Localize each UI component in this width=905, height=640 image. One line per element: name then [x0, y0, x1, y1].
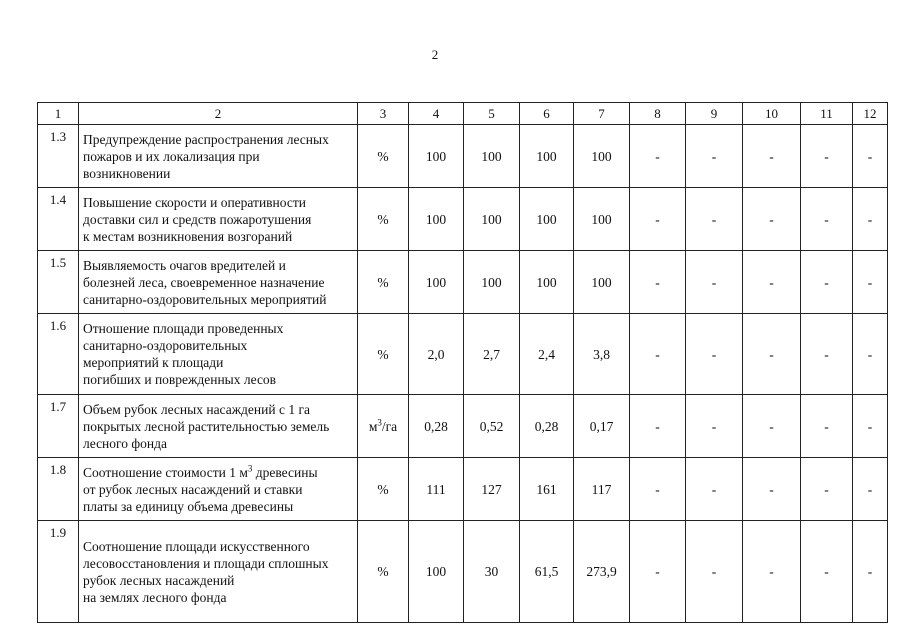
value-cell: -	[853, 188, 888, 251]
value-cell: 0,52	[464, 395, 520, 458]
value-cell: -	[801, 188, 853, 251]
row-number: 1.4	[38, 188, 79, 251]
value-cell: -	[630, 395, 686, 458]
value-cell: -	[853, 395, 888, 458]
value-cell: -	[686, 188, 743, 251]
value-cell: -	[686, 395, 743, 458]
row-number: 1.9	[38, 521, 79, 623]
value-cell: -	[630, 251, 686, 314]
value-cell: -	[686, 314, 743, 395]
row-number: 1.8	[38, 458, 79, 521]
header-cell: 4	[409, 103, 464, 125]
table-row	[38, 314, 888, 395]
value-cell: -	[630, 188, 686, 251]
value-cell: 127	[464, 458, 520, 521]
value-cell: 100	[520, 188, 574, 251]
value-cell: -	[853, 251, 888, 314]
value-cell: -	[630, 314, 686, 395]
value-cell: 273,9	[574, 521, 630, 623]
row-unit: %	[358, 521, 409, 623]
header-cell: 10	[743, 103, 801, 125]
table-row	[38, 251, 888, 314]
value-cell: 100	[409, 125, 464, 188]
row-description	[79, 188, 358, 251]
row-number: 1.3	[38, 125, 79, 188]
row-description-text: Объем рубок лесных насаждений с 1 га покрытых лесной растительностью земель лесного фонда	[83, 401, 330, 451]
header-cell: 6	[520, 103, 574, 125]
row-unit: %	[358, 188, 409, 251]
row-unit: %	[358, 458, 409, 521]
header-cell: 12	[853, 103, 888, 125]
value-cell: -	[743, 125, 801, 188]
value-cell: -	[853, 458, 888, 521]
value-cell: 117	[574, 458, 630, 521]
description-part-a: Соотношение стоимости 1 м	[83, 464, 248, 480]
value-cell: -	[853, 125, 888, 188]
value-cell: -	[801, 251, 853, 314]
row-description	[79, 458, 358, 521]
row-description-text: Повышение скорости и оперативности доставки сил и средств пожаротушения к местам возникновения возгораний	[83, 194, 312, 244]
value-cell: -	[686, 521, 743, 623]
value-cell: 100	[574, 188, 630, 251]
value-cell: 161	[520, 458, 574, 521]
value-cell: -	[853, 314, 888, 395]
value-cell: 100	[574, 125, 630, 188]
value-cell: -	[743, 188, 801, 251]
table-row	[38, 125, 888, 188]
table-row	[38, 395, 888, 458]
row-number: 1.5	[38, 251, 79, 314]
value-cell: 61,5	[520, 521, 574, 623]
row-description-text: Отношение площади проведенных санитарно-оздоровительных мероприятий к площади погибших и поврежденных лесов	[83, 321, 284, 387]
value-cell: -	[743, 395, 801, 458]
description-exponent: 3	[247, 463, 253, 473]
header-cell: 1	[38, 103, 79, 125]
description-part-b: древесины от рубок лесных насаждений и ставки платы за единицу объема древесины	[83, 464, 318, 514]
value-cell: 100	[464, 188, 520, 251]
value-cell: 100	[574, 251, 630, 314]
value-cell: -	[630, 521, 686, 623]
row-description	[79, 395, 358, 458]
header-cell: 8	[630, 103, 686, 125]
page-number: 2	[431, 47, 439, 62]
indicators-table	[37, 102, 888, 623]
unit-tail: /га	[381, 418, 398, 434]
row-description	[79, 521, 358, 623]
value-cell: -	[630, 458, 686, 521]
table-header-row	[38, 103, 888, 125]
value-cell: 2,4	[520, 314, 574, 395]
table-row	[38, 188, 888, 251]
header-cell: 9	[686, 103, 743, 125]
value-cell: -	[743, 314, 801, 395]
row-description-text: Предупреждение распространения лесных пожаров и их локализация при возникновении	[83, 131, 329, 181]
value-cell: -	[853, 521, 888, 623]
row-description	[79, 251, 358, 314]
row-description-text	[83, 464, 353, 515]
value-cell: -	[686, 458, 743, 521]
value-cell: -	[743, 458, 801, 521]
value-cell: 111	[409, 458, 464, 521]
unit-base: м	[368, 418, 378, 434]
row-unit: %	[358, 251, 409, 314]
value-cell: 30	[464, 521, 520, 623]
value-cell: -	[801, 521, 853, 623]
value-cell: 100	[520, 251, 574, 314]
value-cell: 0,17	[574, 395, 630, 458]
row-unit: %	[358, 125, 409, 188]
value-cell: -	[686, 251, 743, 314]
row-description	[79, 125, 358, 188]
value-cell: -	[686, 125, 743, 188]
row-number: 1.6	[38, 314, 79, 395]
header-cell: 2	[79, 103, 358, 125]
value-cell: -	[801, 125, 853, 188]
table-row	[38, 458, 888, 521]
value-cell: -	[801, 458, 853, 521]
header-cell: 7	[574, 103, 630, 125]
unit-exponent: 3	[377, 417, 382, 427]
value-cell: 2,0	[409, 314, 464, 395]
value-cell: 2,7	[464, 314, 520, 395]
header-cell: 11	[801, 103, 853, 125]
table-row	[38, 521, 888, 623]
value-cell: -	[801, 314, 853, 395]
value-cell: -	[743, 251, 801, 314]
value-cell: 3,8	[574, 314, 630, 395]
row-description-text: Выявляемость очагов вредителей и болезней леса, своевременное назначение санитарно-оздоровительных мероприятий	[83, 257, 327, 307]
row-description	[79, 314, 358, 395]
value-cell: 100	[464, 251, 520, 314]
header-cell: 3	[358, 103, 409, 125]
value-cell: 100	[464, 125, 520, 188]
row-number: 1.7	[38, 395, 79, 458]
value-cell: 0,28	[409, 395, 464, 458]
row-unit	[358, 395, 409, 458]
value-cell: 100	[409, 521, 464, 623]
value-cell: -	[743, 521, 801, 623]
value-cell: 100	[409, 251, 464, 314]
value-cell: 100	[520, 125, 574, 188]
row-description-text: Соотношение площади искусственного лесовосстановления и площади сплошных рубок лесных насаждений на землях лесного фонда	[83, 538, 329, 605]
value-cell: 100	[409, 188, 464, 251]
value-cell: 0,28	[520, 395, 574, 458]
row-unit: %	[358, 314, 409, 395]
header-cell: 5	[464, 103, 520, 125]
value-cell: -	[801, 395, 853, 458]
value-cell: -	[630, 125, 686, 188]
